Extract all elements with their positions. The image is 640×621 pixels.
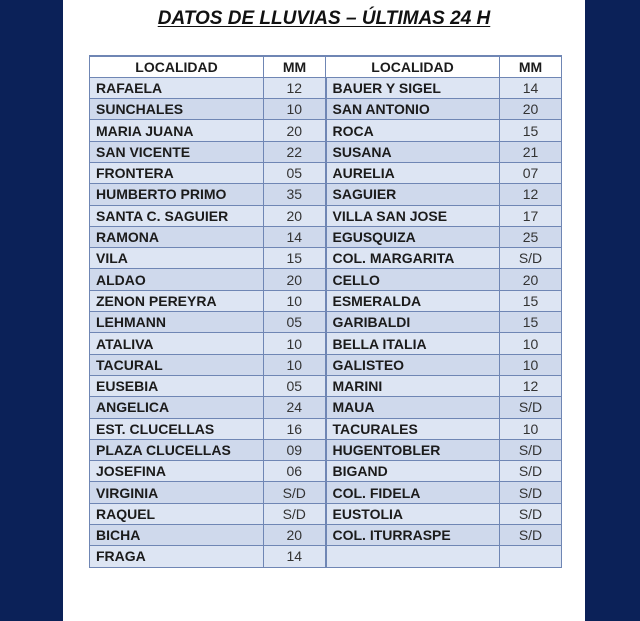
mm-cell: 10 [500,333,562,354]
table-row [90,269,562,290]
mm-cell: 24 [264,397,326,418]
locality-cell: FRAGA [90,546,264,567]
mm-cell: S/D [500,482,562,503]
table-row [90,226,562,247]
mm-cell: 07 [500,162,562,183]
mm-cell [500,546,562,567]
locality-cell: BELLA ITALIA [326,333,500,354]
locality-cell: VILLA SAN JOSE [326,205,500,226]
table-row [90,397,562,418]
mm-cell: S/D [500,503,562,524]
mm-cell: 05 [264,375,326,396]
locality-cell: HUGENTOBLER [326,439,500,460]
locality-cell: ALDAO [90,269,264,290]
mm-cell: 17 [500,205,562,226]
locality-cell [326,546,500,567]
mm-cell: 10 [264,99,326,120]
mm-cell: 15 [500,312,562,333]
locality-cell: SAN VICENTE [90,141,264,162]
locality-cell: ANGELICA [90,397,264,418]
locality-cell: SAGUIER [326,184,500,205]
table-row [90,248,562,269]
table-row [90,333,562,354]
table-header-row [90,56,562,77]
header-mm-2: MM [500,56,562,77]
locality-cell: VIRGINIA [90,482,264,503]
mm-cell: S/D [264,482,326,503]
locality-cell: ATALIVA [90,333,264,354]
mm-cell: 10 [264,354,326,375]
locality-cell: COL. FIDELA [326,482,500,503]
table-row [90,375,562,396]
table-row [90,312,562,333]
mm-cell: 06 [264,461,326,482]
page-title: DATOS DE LLUVIAS – ÚLTIMAS 24 H [157,8,491,29]
mm-cell: S/D [500,439,562,460]
table-row [90,461,562,482]
locality-cell: CELLO [326,269,500,290]
locality-cell: RAMONA [90,226,264,247]
table-row [90,205,562,226]
locality-cell: EGUSQUIZA [326,226,500,247]
locality-cell: BIGAND [326,461,500,482]
locality-cell: TACURALES [326,418,500,439]
table-row [90,162,562,183]
mm-cell: S/D [500,248,562,269]
mm-cell: 20 [500,269,562,290]
mm-cell: 20 [264,120,326,141]
mm-cell: 10 [264,290,326,311]
locality-cell: SUNCHALES [90,99,264,120]
rainfall-sheet [63,0,585,621]
locality-cell: EUSEBIA [90,375,264,396]
table-row [90,418,562,439]
mm-cell: 10 [500,354,562,375]
header-locality: LOCALIDAD [90,56,264,77]
locality-cell: RAQUEL [90,503,264,524]
mm-cell: 14 [500,77,562,98]
locality-cell: GALISTEO [326,354,500,375]
mm-cell: S/D [500,397,562,418]
mm-cell: 14 [264,546,326,567]
table-row [90,439,562,460]
locality-cell: BICHA [90,525,264,546]
rainfall-table [89,55,562,568]
table-row [90,184,562,205]
mm-cell: 22 [264,141,326,162]
mm-cell: 15 [500,120,562,141]
locality-cell: RAFAELA [90,77,264,98]
mm-cell: 14 [264,226,326,247]
locality-cell: FRONTERA [90,162,264,183]
locality-cell: VILA [90,248,264,269]
locality-cell: SAN ANTONIO [326,99,500,120]
locality-cell: LEHMANN [90,312,264,333]
mm-cell: 20 [264,205,326,226]
locality-cell: BAUER Y SIGEL [326,77,500,98]
locality-cell: JOSEFINA [90,461,264,482]
mm-cell: S/D [500,525,562,546]
mm-cell: 20 [264,525,326,546]
locality-cell: PLAZA CLUCELLAS [90,439,264,460]
mm-cell: 10 [264,333,326,354]
mm-cell: 10 [500,418,562,439]
locality-cell: COL. MARGARITA [326,248,500,269]
table-row [90,354,562,375]
header-mm: MM [264,56,326,77]
mm-cell: 16 [264,418,326,439]
mm-cell: 20 [500,99,562,120]
locality-cell: EST. CLUCELLAS [90,418,264,439]
locality-cell: MARINI [326,375,500,396]
mm-cell: 20 [264,269,326,290]
mm-cell: S/D [500,461,562,482]
mm-cell: 15 [264,248,326,269]
table-row [90,290,562,311]
table-row [90,99,562,120]
locality-cell: MAUA [326,397,500,418]
mm-cell: 05 [264,312,326,333]
mm-cell: 35 [264,184,326,205]
locality-cell: MARIA JUANA [90,120,264,141]
locality-cell: SUSANA [326,141,500,162]
locality-cell: GARIBALDI [326,312,500,333]
locality-cell: AURELIA [326,162,500,183]
table-row [90,120,562,141]
locality-cell: ROCA [326,120,500,141]
table-row [90,503,562,524]
locality-cell: TACURAL [90,354,264,375]
locality-cell: ZENON PEREYRA [90,290,264,311]
locality-cell: ESMERALDA [326,290,500,311]
mm-cell: 09 [264,439,326,460]
mm-cell: 05 [264,162,326,183]
mm-cell: 25 [500,226,562,247]
mm-cell: 12 [500,375,562,396]
table-row [90,525,562,546]
mm-cell: 15 [500,290,562,311]
mm-cell: 12 [264,77,326,98]
mm-cell: 21 [500,141,562,162]
mm-cell: 12 [500,184,562,205]
header-locality-2: LOCALIDAD [326,56,500,77]
locality-cell: COL. ITURRASPE [326,525,500,546]
locality-cell: EUSTOLIA [326,503,500,524]
table-row [90,482,562,503]
locality-cell: SANTA C. SAGUIER [90,205,264,226]
mm-cell: S/D [264,503,326,524]
table-row [90,141,562,162]
table-row [90,546,562,567]
locality-cell: HUMBERTO PRIMO [90,184,264,205]
table-row [90,77,562,98]
